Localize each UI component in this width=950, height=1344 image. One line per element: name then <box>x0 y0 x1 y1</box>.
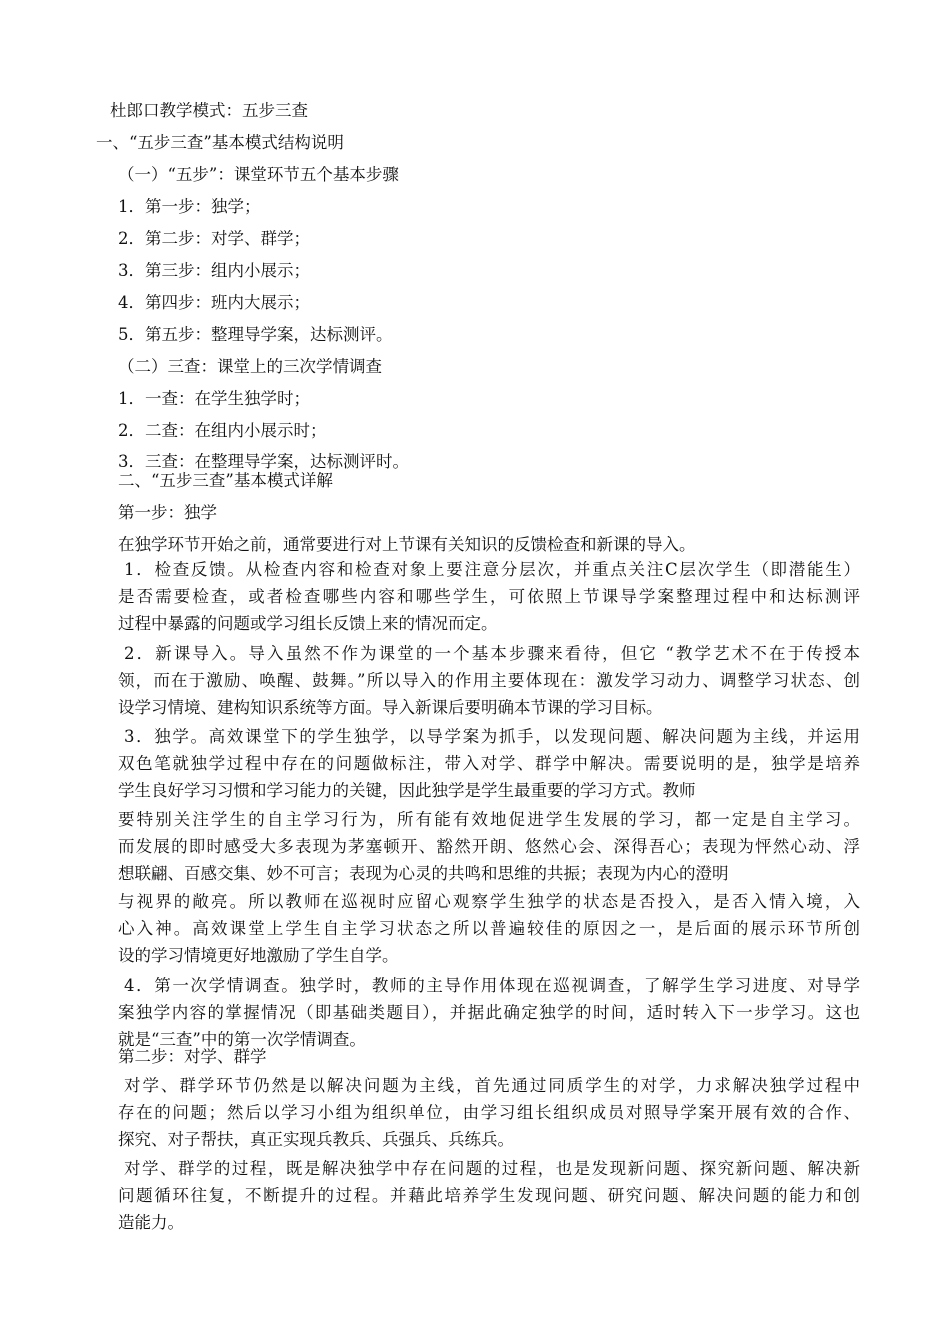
check-list-item: 3．三查：在整理导学案，达标测评时。 <box>118 452 409 471</box>
step-1-intro: 在独学环节开始之前，通常要进行对上节课有关知识的反馈检查和新课的导入。 <box>118 535 696 554</box>
paragraph-line: 而发展的即时感受大多表现为茅塞顿开、豁然开朗、悠然心会、深得吾心；表现为怦然心动、浮 <box>118 837 860 856</box>
section-1-subheading-three-checks: （二）三查：课堂上的三次学情调查 <box>118 357 382 376</box>
step-list-item: 2．第二步：对学、群学； <box>118 229 310 248</box>
document-title: 杜郎口教学模式：五步三查 <box>110 101 308 120</box>
paragraph-line: 造能力。 <box>118 1213 184 1232</box>
paragraph-line: 问题循环往复，不断提升的过程。并藉此培养学生发现问题、研究问题、解决问题的能力和创 <box>118 1186 860 1205</box>
paragraph-pair-group-process <box>118 1155 860 1236</box>
paragraph-independent-study <box>118 723 860 804</box>
paragraph-line: 想联翩、百感交集、妙不可言；表现为心灵的共鸣和思维的共振；表现为内心的澄明 <box>118 864 729 883</box>
step-2-heading: 第二步：对学、群学 <box>118 1047 267 1066</box>
paragraph-line: 与视界的敞亮。所以教师在巡视时应留心观察学生独学的状态是否投入，是否入情入境，入 <box>118 892 860 911</box>
paragraph-line: 心入神。高效课堂上学生自主学习状态之所以普遍较佳的原因之一，是后面的展示环节所创 <box>118 919 860 938</box>
paragraph-line: 学生良好学习习惯和学习能力的关键，因此独学是学生最重要的学习方式。教师 <box>118 781 696 800</box>
paragraph-line: 1．检查反馈。从检查内容和检查对象上要注意分层次，并重点关注C层次学生（即潜能生） <box>124 560 860 579</box>
paragraph-line: 就是“三查”中的第一次学情调查。 <box>118 1030 366 1049</box>
paragraph-line: 探究、对子帮扶，真正实现兵教兵、兵强兵、兵练兵。 <box>118 1130 514 1149</box>
section-1-subheading-five-steps: （一）“五步”：课堂环节五个基本步骤 <box>118 165 399 184</box>
paragraph-line: 设的学习情境更好地激励了学生自学。 <box>118 946 399 965</box>
check-list-item: 1．一查：在学生独学时； <box>118 389 310 408</box>
paragraph-observation <box>118 888 860 969</box>
step-list-item: 4．第四步：班内大展示； <box>118 293 310 312</box>
paragraph-line: 是否需要检查，或者检查哪些内容和哪些学生，可依照上节课导学案整理过程中和达标测评 <box>118 587 860 606</box>
paragraph-line: 设学习情境、建构知识系统等方面。导入新课后要明确本节课的学习目标。 <box>118 698 663 717</box>
paragraph-line: 4．第一次学情调查。独学时，教师的主导作用体现在巡视调查，了解学生学习进度、对导学 <box>124 976 860 995</box>
step-list-item: 3．第三步：组内小展示； <box>118 261 310 280</box>
paragraph-line: 领，而在于激励、唤醒、鼓舞。”所以导入的作用主要体现在：激发学习动力、调整学习状态、创 <box>118 671 860 690</box>
section-1-heading: 一、“五步三查”基本模式结构说明 <box>96 133 344 152</box>
paragraph-line: 2．新课导入。导入虽然不作为课堂的一个基本步骤来看待，但它 “教学艺术不在于传授本 <box>124 644 860 663</box>
step-list-item: 5．第五步：整理导学案，达标测评。 <box>118 325 393 344</box>
paragraph-self-learning <box>118 806 860 887</box>
paragraph-line: 3．独学。高效课堂下的学生独学，以导学案为抓手，以发现问题、解决问题为主线，并运用 <box>124 727 860 746</box>
paragraph-check-feedback <box>118 556 860 637</box>
section-2-heading: 二、“五步三查”基本模式详解 <box>118 471 333 490</box>
paragraph-line: 存在的问题；然后以学习小组为组织单位，由学习组长组织成员对照导学案开展有效的合作、 <box>118 1103 860 1122</box>
paragraph-line: 要特别关注学生的自主学习行为，所有能有效地促进学生发展的学习，都一定是自主学习。 <box>118 810 860 829</box>
step-1-heading: 第一步：独学 <box>118 503 217 522</box>
paragraph-line: 案独学内容的掌握情况（即基础类题目），并据此确定独学的时间，适时转入下一步学习。这也 <box>118 1003 860 1022</box>
paragraph-line: 对学、群学环节仍然是以解决问题为主线，首先通过同质学生的对学，力求解决独学过程中 <box>124 1076 860 1095</box>
paragraph-pair-group-study <box>118 1072 860 1153</box>
check-list-item: 2．二查：在组内小展示时； <box>118 421 327 440</box>
paragraph-new-lesson-intro <box>118 640 860 721</box>
paragraph-line: 对学、群学的过程，既是解决独学中存在问题的过程，也是发现新问题、探究新问题、解决新 <box>124 1159 860 1178</box>
paragraph-first-survey <box>118 972 860 1053</box>
paragraph-line: 过程中暴露的问题或学习组长反馈上来的情况而定。 <box>118 614 498 633</box>
paragraph-line: 双色笔就独学过程中存在的问题做标注，带入对学、群学中解决。需要说明的是，独学是培养 <box>118 754 860 773</box>
step-list-item: 1．第一步：独学； <box>118 197 261 216</box>
